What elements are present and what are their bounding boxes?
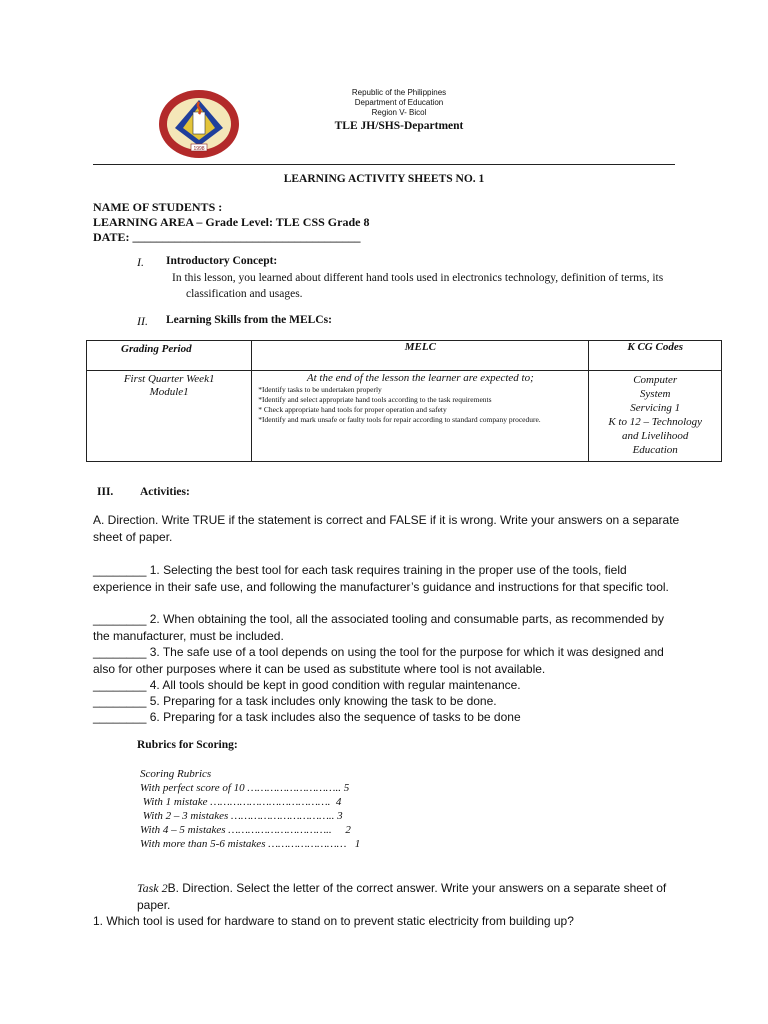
task-2b-label: Task 2 — [137, 881, 168, 895]
introductory-concept-text: In this lesson, you learned about different hand tools used in electronics technology, definition of terms, its classification and usages. — [172, 272, 664, 300]
header-divider — [93, 164, 675, 165]
seal-year: 1998 — [193, 146, 205, 152]
rubric-row: With more than 5-6 mistakes …………………… 1 — [140, 838, 361, 850]
section-3-title: Activities: — [140, 486, 190, 498]
header-kcg-codes: K CG Codes — [589, 341, 722, 371]
melc-cell — [252, 371, 589, 462]
department-name: TLE JH/SHS-Department — [334, 120, 464, 132]
task-2b-direction — [137, 880, 697, 913]
letterhead — [0, 88, 768, 134]
list-item: ________ 1. Selecting the best tool for each task requires training in the proper use of the tools, field experience in their safe use, and following the manufacturer’s guidance and instructions for that specific tool. — [93, 563, 669, 594]
table-row — [87, 371, 722, 462]
letterhead-line-deped: Department of Education — [354, 98, 444, 107]
letterhead-line-region: Region V- Bicol — [371, 108, 427, 117]
list-item: ________ 5. Preparing for a task includes only knowing the task to be done. — [93, 694, 497, 708]
section-1-title: Introductory Concept: — [166, 255, 278, 267]
section-3-number: III. — [97, 486, 114, 498]
rubrics-heading: Scoring Rubrics — [140, 768, 212, 780]
rubric-row: With 2 – 3 mistakes ………………………….. 3 — [140, 810, 343, 822]
rubrics-title: Rubrics for Scoring: — [137, 739, 238, 751]
melc-table — [86, 340, 722, 462]
kcg-line: Servicing 1 — [630, 402, 681, 414]
kcg-codes-cell — [589, 371, 722, 462]
date-field: DATE: ______________________________________ — [93, 230, 361, 244]
list-item: ________ 4. All tools should be kept in good condition with regular maintenance. — [93, 678, 521, 692]
rubric-row: With perfect score of 10 ……………………….. 5 — [140, 782, 350, 794]
list-item: *Identify tasks to be undertaken properly — [258, 385, 382, 394]
header-grading-period: Grading Period — [87, 341, 252, 371]
question-1: 1. Which tool is used for hardware to stand on to prevent static electricity from building up? — [93, 914, 574, 928]
name-of-students-field: NAME OF STUDENTS : — [93, 200, 223, 214]
list-item: ________ 6. Preparing for a task includes also the sequence of tasks to be done — [93, 710, 521, 724]
section-2-title: Learning Skills from the MELCs: — [166, 314, 332, 326]
section-2-number: II. — [137, 314, 148, 328]
kcg-line: Education — [632, 444, 678, 456]
grading-period-cell: First Quarter Week1 Module1 — [87, 371, 252, 462]
list-item: ________ 2. When obtaining the tool, all the associated tooling and consumable parts, as recommended by the manufacturer, must be included. — [93, 612, 665, 643]
list-item: *Identify and select appropriate hand tools according to the task requirements — [258, 395, 492, 404]
section-1-number: I. — [137, 255, 144, 269]
kcg-line: K to 12 – Technology — [608, 416, 703, 428]
learning-area-field: LEARNING AREA – Grade Level: TLE CSS Grade 8 — [93, 215, 370, 229]
direction-a: A. Direction. Write TRUE if the statement is correct and FALSE if it is wrong. Write your answers on a separate sheet of paper. — [93, 513, 680, 544]
list-item: *Identify and mark unsafe or faulty tools for repair according to standard company procedure. — [258, 415, 541, 424]
kcg-line: Computer — [633, 374, 678, 386]
rubric-row: With 1 mistake ………………………………. 4 — [140, 796, 342, 808]
melc-lead-text: At the end of the lesson the learner are expected to; — [306, 372, 534, 384]
letterhead-line-republic: Republic of the Philippines — [351, 88, 447, 97]
kcg-line: and Livelihood — [622, 430, 689, 442]
list-item: * Check appropriate hand tools for proper operation and safety — [258, 405, 447, 414]
task-2b-text: B. Direction. Select the letter of the correct answer. Write your answers on a separate sheet of paper. — [137, 881, 667, 912]
header-melc: MELC — [252, 341, 589, 371]
kcg-line: System — [639, 388, 671, 400]
list-item: ________ 3. The safe use of a tool depends on using the tool for the purpose for which it was designed and also for other purposes where it can be used as substitute where tool is not available. — [93, 645, 664, 676]
rubric-row: With 4 – 5 mistakes ………………………….. 2 — [140, 824, 351, 836]
melc-list — [252, 385, 588, 425]
document-title: LEARNING ACTIVITY SHEETS NO. 1 — [283, 173, 485, 185]
